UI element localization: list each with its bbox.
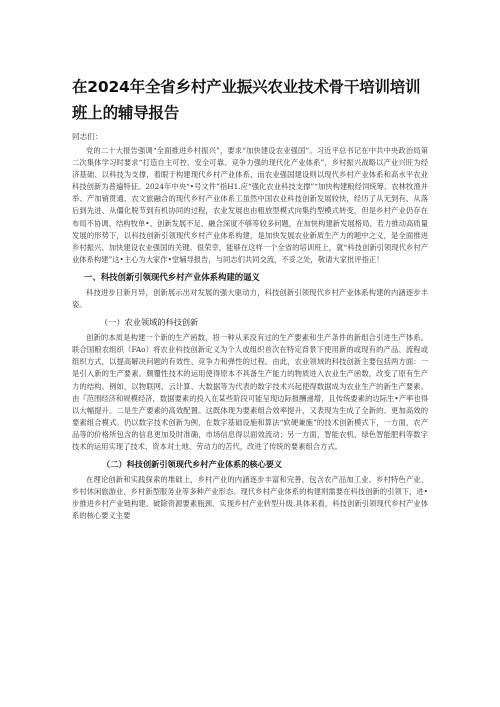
subsection-paragraph: 创新的本质是构建一个新的生产函数，将一种从来没有过的生产要素和生产条件的新组合引进生产体系。联合国粮农组织（FAo）将农业科技创新定义为个人或组织首次在特定背景下使用新的或现有的产品、流程或组织方式，以提高解决问题的有效性、竞争力和弹性的过程。由此，农业领域的科技创新主要包括两方面：一是引入新的生产要素。颇覆性技术的运用使得原本不具备生产能力的物质进入农业生产函数，改变了原有生产力的结构。例如，以物联网、云计算、大数据等为代表的数字技术兴起使得数据成为农业生产的新生产要素。由『范围经济和规模经济，数据要素的投入在某些阶段可能呈现边际报酬递增，且传统要素的边际生•产率也得以大幅提升。二是生产要素的高效配置。这既体现为要素组合效率提升，又表现为生成了全新的、更加高效的要素组合模式。仍以数字技术创新为例，在数字基础设施和算法“软硬兼施”的技术创新模式下，一方面，农产品等的价格所包含的信息更加及时准确，市场信息得以面效流动；另一方面，智能农机、绿色智能肥料等数字技术的运用实现了技术、资本对土地、劳动力的苫代，改进了传统的要素组合方式。 — [72, 333, 428, 451]
intro-paragraph: 党的二十大报告强调“全面推进乡村振兴”，要求“加快建设农业强国”。习近平总书记在中共中央政治局第二次集体学习时要求“打造自主可控、安全可靠、竞争力强的现代化产业体系”，乡村振兴战略以产业兴旺为经济基础、以科技为支撑，着眼于构建现代乡村产业体系，而农业强国建设则以现代乡村产业体系和高水平农业科技创新为普遍特征。2024年中央“•号文件”指H1.应“强化农业科技支撑”“加快构建粮经饲统筹、农林牧渔并举、产加销贯通、农文旅融合的现代乡村产业体系工虽然中国农业科技创新发展较快，经历了从无到有、从落后到先进、从僵化脱节到有机协同的过程，农业发展也由粗放型模式向集约型模式转变，但是乡村产业仍存在布局不协调、结构牧单•、创新发展不足、融合深度不够等较多问题，在加快构建新发展格局、若力推动高质量发展的形势下，以科技创新引领现代乡村产业体系构建，是加快发展农业新质生产力的题中之义，是全面推进乡村振兴、加快建设农业强国的关键。很荣幸，能够在这样一个全省的培训班上，就“科技创新引领现代乡村产业体系构建”这•主心为大家作•堂辅导报告，与同志们共同交流，不妥之处，敬请大家批评指正！ — [72, 146, 428, 264]
subsection-paragraph: 在理论创新和实践探索的堆础上，乡村产业的内涵逐步丰富和完善，包含农产品加工业、乡村特色产业、乡村休闲旅游业、乡村新型服务业等多种产业形态。现代乡村产业体系的构建则需要在科技创新的引领下，进•步推进乡村产业链构建、破除资源要素瓶颈、实现乡村产业转型升级.具体来看，科技创新引领现代乡村产业体系的核心要义主要 — [72, 475, 428, 521]
salutation: 同志们： — [72, 132, 103, 141]
document-body — [72, 131, 428, 522]
document-title: 在2024年全省乡村产业振兴农业技术骨干培训培训班上的辅导报告 — [72, 78, 421, 122]
section-paragraph: 科技进步日新月异，创新展示出对发展的强大驱动力，科技创新引领现代乡村产业体系构建的内涵逐步丰姿。 — [72, 287, 428, 310]
section-heading: 一、科技创新引领现代乡村产业体系构建的逼义 — [84, 271, 260, 282]
subsection-heading: （一）农业领域的科技创新 — [100, 317, 199, 328]
subsection-heading: （二）科技创新引领现代乡村产业体系的核心要义 — [102, 459, 283, 470]
